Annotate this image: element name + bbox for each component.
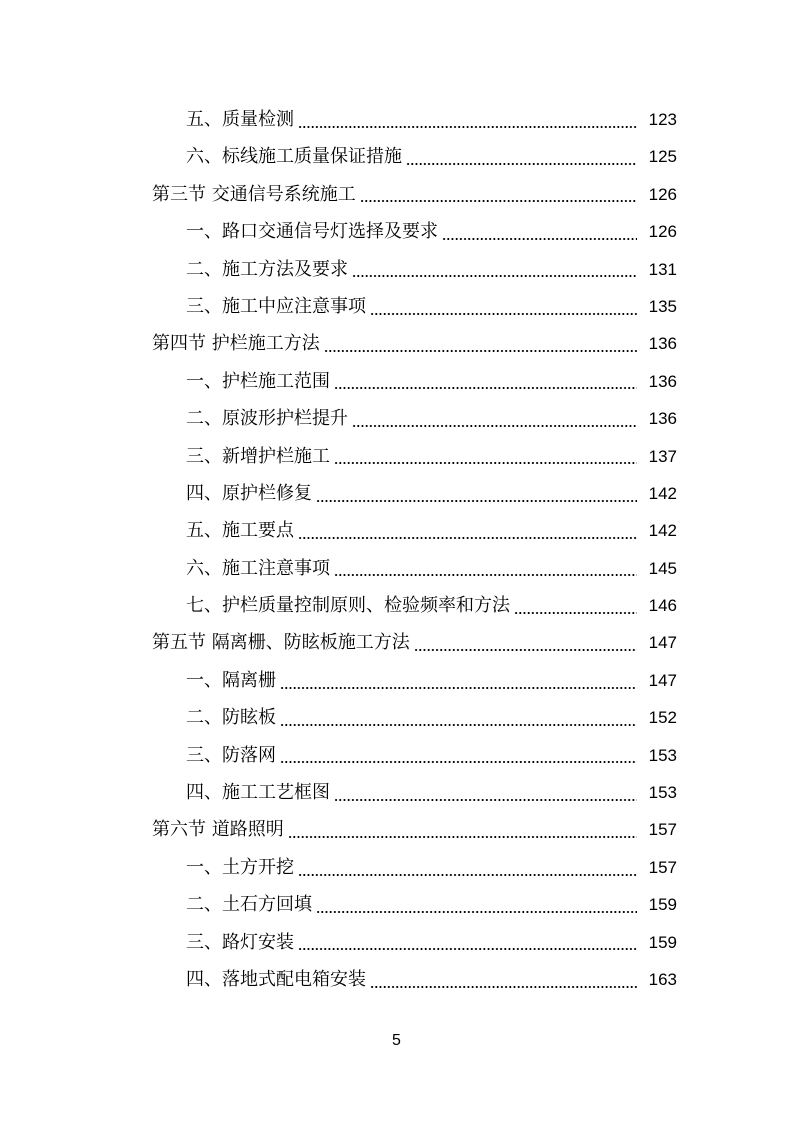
toc-entry[interactable] xyxy=(0,699,793,736)
dot-leader xyxy=(334,799,637,801)
dot-leader xyxy=(298,537,637,539)
toc-entry-label: 二、土石方回填 xyxy=(0,886,316,923)
toc-entry[interactable] xyxy=(0,886,793,923)
toc-entry[interactable] xyxy=(0,475,793,512)
dot-leader xyxy=(442,238,637,240)
toc-entry[interactable] xyxy=(0,213,793,250)
toc-entry-label: 一、隔离栅 xyxy=(0,662,280,699)
toc-entry-label: 五、质量检测 xyxy=(0,101,298,138)
toc-entry-label: 四、原护栏修复 xyxy=(0,475,316,512)
toc-entry-page: 126 xyxy=(648,222,677,242)
toc-section-entry[interactable] xyxy=(0,325,793,362)
dot-leader xyxy=(514,612,637,614)
toc-section-entry[interactable] xyxy=(0,624,793,661)
toc-entry[interactable] xyxy=(0,924,793,961)
toc-entry-label: 三、新增护栏施工 xyxy=(0,438,334,475)
toc-entry-page: 152 xyxy=(648,708,677,728)
dot-leader xyxy=(280,687,637,689)
toc-entry-label: 二、施工方法及要求 xyxy=(0,251,352,288)
page-number: 5 xyxy=(392,1032,401,1049)
toc-entry-label: 六、标线施工质量保证措施 xyxy=(0,138,406,175)
toc-entry[interactable] xyxy=(0,737,793,774)
toc-entry[interactable] xyxy=(0,438,793,475)
toc-entry-label: 第四节 护栏施工方法 xyxy=(0,325,324,362)
toc-entry-page: 147 xyxy=(648,670,677,690)
toc-entry-page: 157 xyxy=(648,857,677,877)
toc-entry[interactable] xyxy=(0,512,793,549)
dot-leader xyxy=(334,387,637,389)
dot-leader xyxy=(406,163,637,165)
toc-entry-label: 三、路灯安装 xyxy=(0,924,298,961)
toc-entry-page: 157 xyxy=(648,820,677,840)
dot-leader xyxy=(370,986,637,988)
toc-entry[interactable] xyxy=(0,363,793,400)
toc-entry-label: 第六节 道路照明 xyxy=(0,811,288,848)
toc-entry-page: 135 xyxy=(648,296,677,316)
toc-entry-page: 136 xyxy=(648,371,677,391)
dot-leader xyxy=(324,350,637,352)
toc-entry-page: 147 xyxy=(648,633,677,653)
toc-entry[interactable] xyxy=(0,587,793,624)
dot-leader xyxy=(334,574,637,576)
toc-entry-page: 131 xyxy=(648,259,677,279)
toc-entry-page: 136 xyxy=(648,334,677,354)
toc-entry[interactable] xyxy=(0,774,793,811)
toc-entry-label: 一、护栏施工范围 xyxy=(0,363,334,400)
toc-entry-page: 126 xyxy=(648,184,677,204)
toc-entry[interactable] xyxy=(0,288,793,325)
toc-entry-label: 四、落地式配电箱安装 xyxy=(0,961,370,998)
toc-section-entry[interactable] xyxy=(0,811,793,848)
dot-leader xyxy=(298,126,637,128)
dot-leader xyxy=(316,911,637,913)
toc-entry-page: 159 xyxy=(648,895,677,915)
toc-entry-label: 一、土方开挖 xyxy=(0,849,298,886)
toc-entry-page: 123 xyxy=(648,110,677,129)
toc-entry-label: 一、路口交通信号灯选择及要求 xyxy=(0,213,442,250)
toc-entry[interactable] xyxy=(0,251,793,288)
dot-leader xyxy=(280,724,637,726)
toc-entry-page: 137 xyxy=(648,446,677,466)
toc-entry-page: 159 xyxy=(648,932,677,952)
toc-entry-label: 第三节 交通信号系统施工 xyxy=(0,176,360,213)
toc-entry-page: 163 xyxy=(648,969,677,989)
toc-entry-label: 第五节 隔离栅、防眩板施工方法 xyxy=(0,624,414,661)
toc-entry-page: 153 xyxy=(648,745,677,765)
toc-entry[interactable] xyxy=(0,138,793,175)
toc-entry[interactable] xyxy=(0,961,793,998)
toc-entry-page: 142 xyxy=(648,483,677,503)
dot-leader xyxy=(414,649,637,651)
dot-leader xyxy=(352,425,637,427)
toc-entry-label: 三、防落网 xyxy=(0,737,280,774)
dot-leader xyxy=(298,874,637,876)
toc-entry-page: 136 xyxy=(648,409,677,429)
dot-leader xyxy=(334,462,637,464)
toc-entry[interactable] xyxy=(0,550,793,587)
toc-entry-label: 二、原波形护栏提升 xyxy=(0,400,352,437)
toc-entry-label: 三、施工中应注意事项 xyxy=(0,288,370,325)
dot-leader xyxy=(298,948,637,950)
toc-entry-label: 七、护栏质量控制原则、检验频率和方法 xyxy=(0,587,514,624)
dot-leader xyxy=(316,500,637,502)
dot-leader xyxy=(352,275,637,277)
toc-entry-label: 五、施工要点 xyxy=(0,512,298,549)
toc-entry-page: 125 xyxy=(648,147,677,167)
toc-entry-label: 六、施工注意事项 xyxy=(0,550,334,587)
toc-section-entry[interactable] xyxy=(0,176,793,213)
toc-entry[interactable] xyxy=(0,849,793,886)
toc-entry-label: 二、防眩板 xyxy=(0,699,280,736)
toc-entry[interactable] xyxy=(0,400,793,437)
toc-entry-label: 四、施工工艺框图 xyxy=(0,774,334,811)
table-of-contents xyxy=(0,101,793,998)
dot-leader xyxy=(280,761,637,763)
dot-leader xyxy=(288,836,637,838)
toc-entry-page: 146 xyxy=(648,596,677,616)
toc-entry-page: 142 xyxy=(648,521,677,541)
toc-entry[interactable] xyxy=(0,101,793,138)
toc-entry-page: 145 xyxy=(648,558,677,578)
toc-entry[interactable] xyxy=(0,662,793,699)
dot-leader xyxy=(370,313,637,315)
toc-entry-page: 153 xyxy=(648,783,677,803)
dot-leader xyxy=(360,200,637,202)
